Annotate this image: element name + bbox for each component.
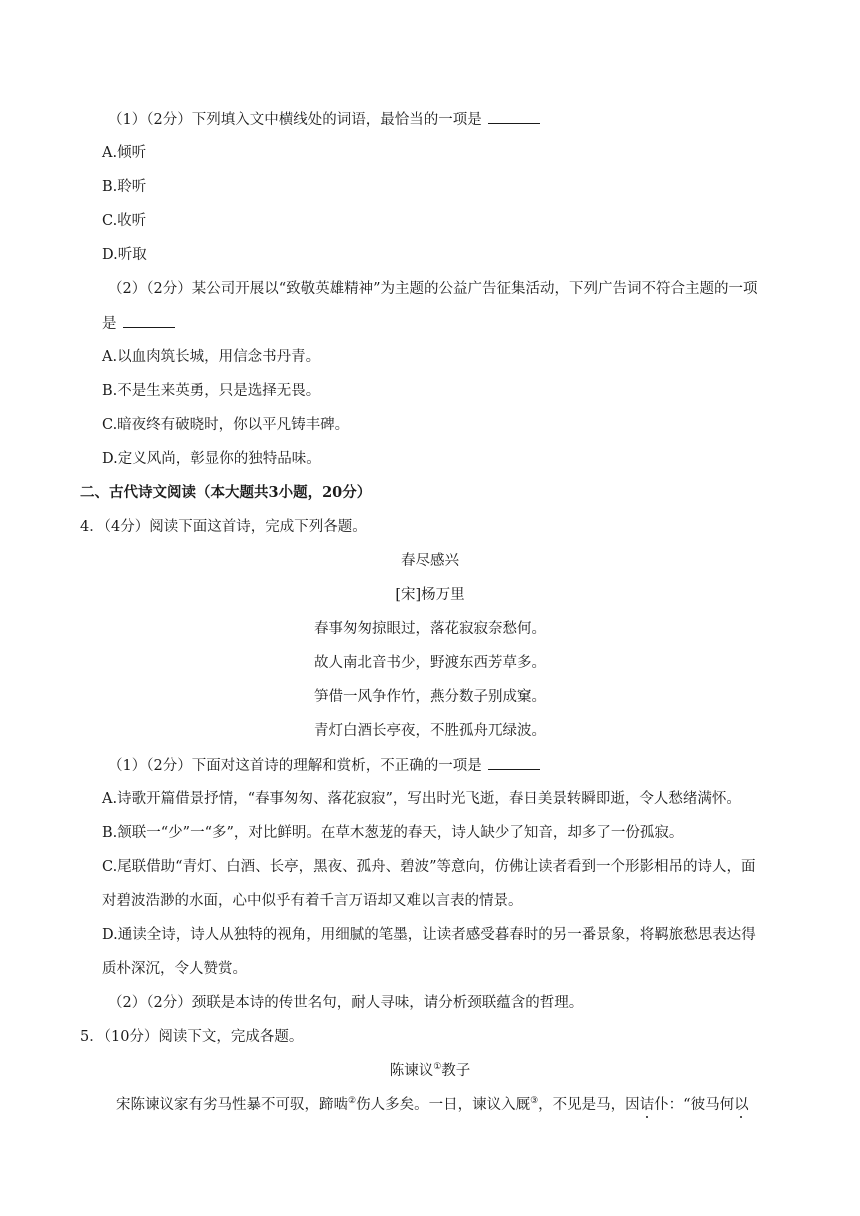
- q5-passage-paragraph: 宋陈谏议家有劣马性暴不可驭，蹄啮②伤人多矣。一日，谏议入厩③，不见是马，因诘仆：“彼马何以: [116, 1096, 749, 1113]
- poem-line: 春事匆匆掠眼过，落花寂寂奈愁何。: [314, 621, 546, 637]
- q3-sub2-stem: （2）（2分）某公司开展以“致敬英雄精神”为主题的公益广告征集活动，下列广告词不符合主题的一项: [108, 281, 758, 297]
- q4-option-a: A.诗歌开篇借景抒情，“春事匆匆、落花寂寂”，写出时光飞逝，春日美景转瞬即逝，令人愁绪满怀。: [102, 791, 741, 807]
- q3-sub1-stem: （1）（2分）下列填入文中横线处的词语，最恰当的一项是: [108, 109, 540, 130]
- poem-line: 笋借一风争作竹，燕分数子别成窠。: [314, 689, 546, 705]
- footnote-marker: ③: [530, 1096, 539, 1106]
- q3-sub1-option-b: B.聆听: [102, 179, 147, 195]
- q3-sub2-option-d: D.定义风尚，彰显你的独特品味。: [102, 451, 321, 467]
- poem-title: 春尽感兴: [401, 553, 459, 569]
- poem-line: 故人南北音书少，野渡东西芳草多。: [314, 655, 546, 671]
- footnote-marker: ②: [348, 1096, 357, 1106]
- q4-option-d-cont: 质朴深沉，令人赞赏。: [102, 961, 247, 977]
- q3-sub2-option-a: A.以血肉筑长城，用信念书丹青。: [102, 349, 321, 365]
- q5-stem: 5．（10分）阅读下文，完成各题。: [80, 1029, 304, 1045]
- q3-sub2-stem-cont: 是: [102, 313, 175, 334]
- section-heading: 二、古代诗文阅读（本大题共3小题，20分）: [80, 484, 372, 501]
- q4-sub2-stem: （2）（2分）颈联是本诗的传世名句，耐人寻味，请分析颈联蕴含的哲理。: [108, 995, 584, 1011]
- q4-option-b: B.颔联一“少”一“多”，对比鲜明。在草木葱茏的春天，诗人缺少了知音，却多了一份孤寂。: [102, 825, 684, 841]
- q4-option-c-cont: 对碧波浩渺的水面，心中似乎有着千言万语却又难以言表的情景。: [102, 893, 523, 909]
- q4-stem: 4．（4分）阅读下面这首诗，完成下列各题。: [80, 519, 367, 535]
- q3-sub2-option-c: C.暗夜终有破晓时，你以平凡铸丰碑。: [102, 417, 350, 433]
- answer-blank[interactable]: [123, 313, 175, 328]
- q4-option-c: C.尾联借助“青灯、白酒、长亭，黑夜、孤舟、碧波”等意向，仿佛让读者看到一个形影相吊的诗人，面: [102, 859, 756, 875]
- q4-sub1-stem: （1）（2分）下面对这首诗的理解和赏析，不正确的一项是: [108, 755, 540, 776]
- poem-author: [宋]杨万里: [395, 587, 465, 603]
- q3-sub1-option-d: D.听取: [102, 247, 147, 263]
- answer-blank[interactable]: [488, 109, 540, 124]
- poem-line: 青灯白酒长亭夜，不胜孤舟兀绿波。: [314, 723, 546, 739]
- footnote-marker: ①: [433, 1062, 442, 1072]
- q5-passage-title: 陈谏议①教子: [389, 1062, 471, 1079]
- q3-sub2-option-b: B.不是生来英勇，只是选择无畏。: [102, 383, 321, 399]
- q3-sub1-option-a: A.倾听: [102, 145, 147, 161]
- q3-sub1-option-c: C.收听: [102, 213, 147, 229]
- emphasis-dot-char: 诘: [639, 1097, 655, 1113]
- emphasis-dot-char: 以: [734, 1097, 749, 1113]
- q4-option-d: D.通读全诗，诗人从独特的视角，用细腻的笔墨，让读者感受暮春时的另一番景象，将羁旅愁思表达得: [102, 927, 756, 943]
- answer-blank[interactable]: [488, 755, 540, 770]
